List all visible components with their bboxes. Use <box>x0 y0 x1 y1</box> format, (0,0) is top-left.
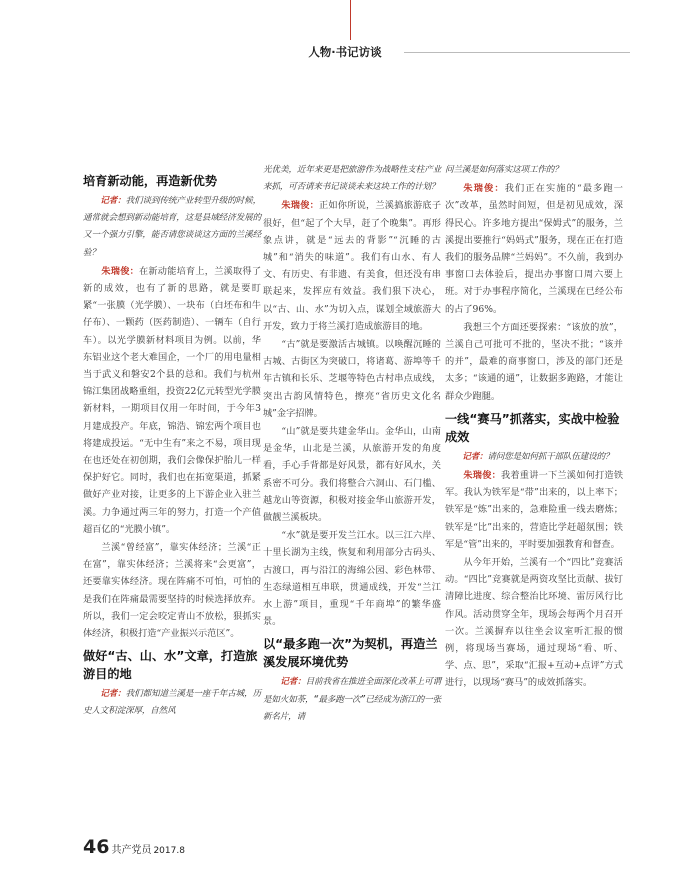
heading-run-once: 以“最多跑一次”为契机，再造兰溪发展环境优势 <box>263 637 438 670</box>
column-3 <box>445 162 623 693</box>
heading-horse-race: 一线“赛马”抓落实，实战中检验成效 <box>445 411 620 444</box>
body-paragraph: “水”就是要开发兰江水。以三江六岸、十里长湖为主线，恢复和利用部分古码头、古渡口，再与沿江的海绵公园、彩色林带、生态绿道相互串联，贯通成线，开发“兰江水上游”项目，重现“千年商埠”的繁华盛景。 <box>263 530 441 628</box>
column-2 <box>263 162 441 727</box>
question-continued: 问兰溪是如何落实这项工作的？ <box>445 165 563 175</box>
speaker-label: 朱瑞俊： <box>463 470 501 482</box>
answer-paragraph <box>83 263 261 538</box>
answer-text: 正如你所说，兰溪搞旅游底子很好，但“起了个大早，赶了个晚集”。再形象点讲，就是“远去的背影”“沉睡的古城”和“消失的味道”。我们有山水、有人文、有历史、有非遗、有美食，但还没有串联起来，发挥应有效益。我们狠下决心，以“古、山、水”为切入点，谋划全域旅游大开发，致力于将兰溪打造成旅游目的地。 <box>263 200 442 332</box>
answer-text: 我着重讲一下兰溪如何打造铁军。我认为铁军是“带”出来的，以上率下；铁军是“炼”出来的，急难险重一线去磨炼；铁军是“比”出来的，营造比学赶超氛围；铁军是“管”出来的，平时要加强教育和督查。 <box>445 470 624 550</box>
header-rule-vertical <box>350 0 351 40</box>
speaker-label: 记者： <box>462 451 488 462</box>
page-number: 46 <box>83 836 110 858</box>
speaker-label: 朱瑞俊： <box>101 265 139 277</box>
question-text: 我们都知道兰溪是一座千年古城，历史人文积淀深厚，自然风 <box>83 689 261 717</box>
answer-paragraph <box>445 180 623 318</box>
body-paragraph: “古”就是要激活古城镇。以唤醒沉睡的古城、古街区为突破口，将诸葛、游埠等千年古镇和长乐、芝堰等特色古村串点成线，突出古韵风情特色，擦亮“省历史文化名城”金字招牌。 <box>263 339 441 419</box>
question-text: 请问您是如何抓干部队伍建设的？ <box>487 451 614 462</box>
question-paragraph <box>263 674 441 726</box>
column-1 <box>83 162 261 722</box>
answer-paragraph <box>445 467 623 553</box>
question-paragraph <box>83 193 261 262</box>
question-paragraph <box>83 686 261 720</box>
body-paragraph: 我想三个方面还要探索：“该放的放”，兰溪自己可批可不批的，坚决不批；“该并的并”，最难的商事窗口，涉及的部门还是太多；“该通的通”，让数据多跑路，才能让群众少跑腿。 <box>445 321 623 402</box>
section-title: 人物·书记访谈 <box>308 45 382 59</box>
magazine-name: 共产党员 <box>111 845 152 856</box>
body-paragraph: “山”就是要共建金华山。金华山，山南是金华，山北是兰溪，从旅游开发的角度看，手心手背都是好风景，都有好风水，关系密不可分。我们将整合六洞山、石门槛、越龙山等资源，积极对接金华山旅游开发，做靓兰溪板块。 <box>263 426 441 524</box>
question-continued: 光优美，近年来更是把旅游作为战略性支柱产业来抓，可否请来书记谈谈未来这块工作的计划？ <box>263 165 441 193</box>
speaker-label: 记者： <box>100 196 126 206</box>
heading-tourism: 做好“古、山、水”文章，打造旅游目的地 <box>83 649 258 682</box>
page-footer <box>83 836 185 858</box>
issue-date: 2017.8 <box>153 846 185 856</box>
body-paragraph: 从今年开始，兰溪有一个“四比”竞赛活动。“四比”竞赛就是两资攻坚比贡献、拔钉清障比进度、综合整治比环境、雷厉风行比作风。活动贯穿全年，现场会每两个月召开一次。兰溪摒弃以往坐会议室听汇报的惯例，将现场当赛场，通过现场“看、听、学、点、思”，采取“汇报+互动+点评”方式进行，以现场“赛马”的成效抓落实。 <box>445 557 623 689</box>
speaker-label: 记者： <box>100 689 126 700</box>
body-paragraph: 兰溪“曾经富”，靠实体经济；兰溪“正在富”，靠实体经济；兰溪将来“会更富”，还要靠实体经济。现在阵痛不可怕，可怕的是我们在阵痛最需要坚持的时候选择放弃。所以，我们一定会咬定青山不放松，狠抓实体经济，积极打造“产业振兴示范区”。 <box>83 542 261 640</box>
header-rule <box>404 52 630 53</box>
question-text: 目前我省在推进全面深化改革上可谓是如火如荼，“最多跑一次”已经成为浙江的一张新名片，请 <box>263 677 441 722</box>
heading-new-momentum: 培育新动能，再造新优势 <box>83 174 218 188</box>
answer-text: 我们正在实施的“最多跑一次”改革，虽然时间短，但是初见成效，深得民心。许多地方提出“保姆式”的服务，兰溪提出要推行“妈妈式”服务，现在正在打造我们的服务品牌“兰妈妈”。不久前，我到办事窗口去体验后，提出办事窗口周六要上班。对于办事程序简化，兰溪现在已经公布的占了96%。 <box>445 183 623 315</box>
speaker-label: 朱瑞俊： <box>463 183 505 195</box>
speaker-label: 朱瑞俊： <box>281 200 319 212</box>
answer-paragraph <box>263 197 441 335</box>
answer-text: 在新动能培育上，兰溪取得了新的成效，也有了新的思路，就是要盯紧“一张膜（光学膜）、一块布（白坯布和牛仔布）、一颗药（医药制造）、一辆车（自行车）。以光学膜新材料项目为例。以前，华东铝业这个老大难国企，一个厂的用电量相当于武义和磐安2个县的总和。我们与杭州锦江集团战略重组，投资22亿元转型光学膜新材料，一期项目仅用一年时间，于今年3月建成投产。年底，锦浩、锦宏两个项目也将建成投运。“无中生有”来之不易，项目现在也还处在初创期，我们会像保护胎儿一样保护好它。同时，我们也在拓宽渠道，抓紧做好产业对接，让更多的上下游企业入驻兰溪。力争通过两三年的努力，打造一个产值超百亿的“光膜小镇”。 <box>83 265 262 535</box>
speaker-label: 记者： <box>280 677 306 688</box>
question-paragraph <box>445 449 623 466</box>
question-text: 我们谈到传统产业转型升级的时候，通常就会想到新动能培育，这是县域经济发展的又一个强力引擎，能否请您谈谈这方面的兰溪经验？ <box>83 196 261 258</box>
